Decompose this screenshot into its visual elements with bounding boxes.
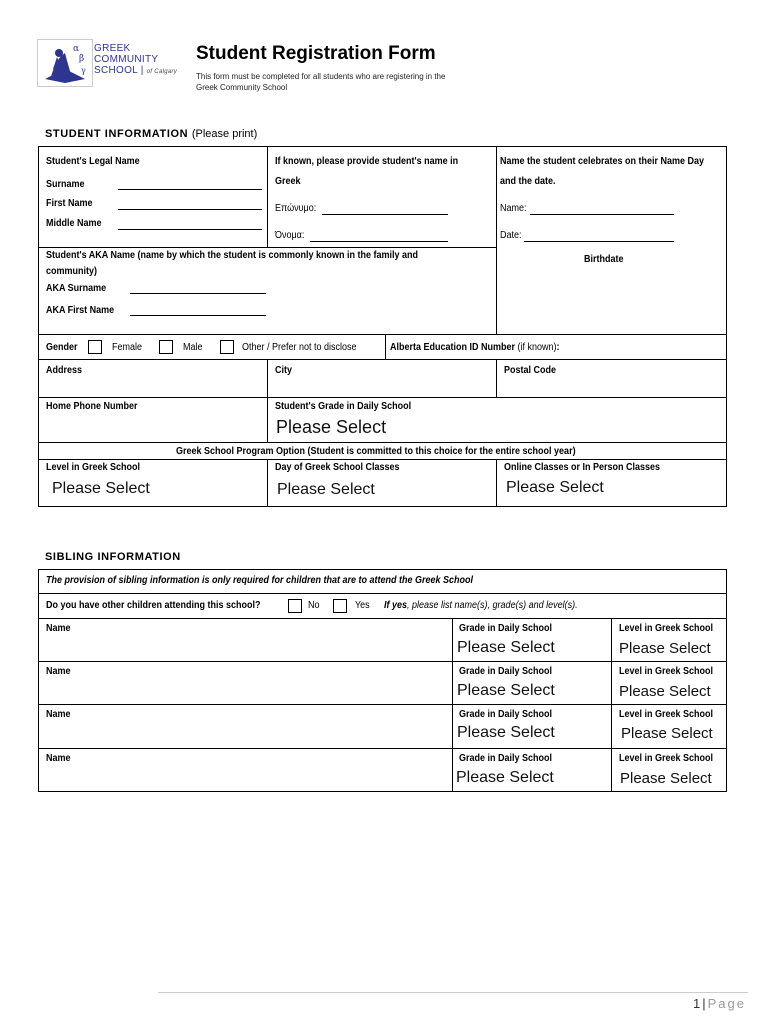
greek-name-question-2: Greek: [275, 176, 301, 187]
legal-name-label: Student's Legal Name: [46, 156, 140, 167]
day-classes-select[interactable]: Please Select: [277, 481, 375, 498]
birthdate-label: Birthdate: [584, 254, 624, 265]
grade-daily-select[interactable]: Please Select: [276, 417, 387, 437]
middle-name-label: Middle Name: [46, 218, 102, 229]
male-checkbox[interactable]: [159, 340, 173, 354]
level-greek-select[interactable]: Please Select: [52, 480, 150, 497]
gender-label: Gender: [46, 342, 78, 353]
sibling-provision-note: The provision of sibling information is only required for children that are to attend the Greek School: [46, 575, 474, 586]
sibling-2-name-label: Name: [46, 666, 71, 677]
sibling-2-grade-label: Grade in Daily School: [459, 666, 553, 677]
page-footer: [693, 996, 746, 1011]
sibling-2-level-select[interactable]: Please Select: [619, 683, 711, 700]
page-title: Student Registration Form: [196, 43, 436, 64]
sibling-yes-checkbox[interactable]: [333, 599, 347, 613]
sibling-4-name-label: Name: [46, 753, 71, 764]
sibling-4-grade-select[interactable]: Please Select: [456, 769, 554, 786]
sibling-2-grade-select[interactable]: Please Select: [457, 682, 555, 699]
page-separator: |: [702, 996, 706, 1011]
aka-first-field[interactable]: [130, 315, 266, 316]
sibling-question: Do you have other children attending this school?: [46, 600, 261, 611]
greek-first-label: Όνομα:: [275, 230, 305, 241]
name-day-date-field[interactable]: [524, 241, 674, 242]
female-label: Female: [112, 342, 143, 353]
logo-emblem-icon: [37, 39, 93, 87]
school-logo: [37, 39, 185, 87]
alberta-id-note: (if known): [517, 342, 557, 353]
sibling-4-grade-label: Grade in Daily School: [459, 753, 553, 764]
student-section-heading: STUDENT INFORMATION: [45, 128, 189, 140]
alberta-id-colon: :: [556, 342, 560, 353]
day-classes-label: Day of Greek School Classes: [275, 462, 400, 473]
name-day-name-label: Name:: [500, 203, 527, 214]
page-number: 1: [693, 996, 701, 1011]
surname-label: Surname: [46, 179, 85, 190]
if-yes-rest: , please list name(s), grade(s) and level(s).: [407, 600, 578, 611]
online-classes-label: Online Classes or In Person Classes: [504, 462, 661, 473]
logo-line-2: COMMUNITY: [94, 54, 159, 65]
aka-surname-label: AKA Surname: [46, 283, 107, 294]
greek-surname-label: Επώνυμο:: [275, 203, 317, 214]
home-phone-label: Home Phone Number: [46, 401, 138, 412]
aka-surname-field[interactable]: [130, 293, 266, 294]
greek-name-question-1: If known, please provide student's name in: [275, 156, 459, 167]
address-label: Address: [46, 365, 83, 376]
greek-surname-field[interactable]: [322, 214, 448, 215]
svg-text:γ: γ: [81, 66, 86, 75]
alberta-id-text: Alberta Education ID Number: [390, 342, 516, 353]
sibling-no-label: No: [308, 600, 320, 611]
sibling-yes-label: Yes: [355, 600, 370, 611]
logo-line-1: GREEK: [94, 43, 131, 54]
aka-first-label: AKA First Name: [46, 305, 115, 316]
student-section-note: (Please print): [191, 128, 258, 140]
sibling-4-level-select[interactable]: Please Select: [620, 770, 712, 787]
if-yes-bold: If yes: [384, 600, 408, 611]
greek-first-field[interactable]: [310, 241, 448, 242]
name-day-question-1: Name the student celebrates on their Name Day: [500, 156, 705, 167]
name-day-date-label: Date:: [500, 230, 522, 241]
sibling-3-grade-label: Grade in Daily School: [459, 709, 553, 720]
sibling-3-name-label: Name: [46, 709, 71, 720]
female-checkbox[interactable]: [88, 340, 102, 354]
other-gender-checkbox[interactable]: [220, 340, 234, 354]
city-label: City: [275, 365, 293, 376]
sibling-if-yes-note: [384, 600, 578, 611]
sibling-3-grade-select[interactable]: Please Select: [457, 724, 555, 741]
footer-divider: [158, 992, 748, 993]
sibling-4-level-label: Level in Greek School: [619, 753, 714, 764]
sibling-1-level-select[interactable]: Please Select: [619, 640, 711, 657]
sibling-2-level-label: Level in Greek School: [619, 666, 714, 677]
page-word: Page: [707, 996, 746, 1011]
sibling-section-title: SIBLING INFORMATION: [45, 551, 181, 563]
first-name-field[interactable]: [118, 209, 262, 210]
surname-field[interactable]: [118, 189, 262, 190]
sibling-no-checkbox[interactable]: [288, 599, 302, 613]
svg-text:α: α: [73, 44, 80, 54]
postal-code-label: Postal Code: [504, 365, 557, 376]
grade-daily-label: Student's Grade in Daily School: [275, 401, 412, 412]
online-classes-select[interactable]: Please Select: [506, 479, 604, 496]
form-description: This form must be completed for all students who are registering in the Greek Community School: [196, 72, 446, 92]
middle-name-field[interactable]: [118, 229, 262, 230]
sibling-1-name-label: Name: [46, 623, 71, 634]
logo-line-3: SCHOOL: [94, 65, 138, 76]
sibling-3-level-label: Level in Greek School: [619, 709, 714, 720]
logo-wordmark: GREEK COMMUNITY SCHOOL | of Calgary: [94, 43, 178, 76]
birthdate-field[interactable]: [500, 270, 722, 330]
sibling-1-grade-select[interactable]: Please Select: [457, 639, 555, 656]
svg-text:β: β: [79, 54, 85, 64]
level-greek-label: Level in Greek School: [46, 462, 141, 473]
aka-question-1: Student's AKA Name (name by which the student is commonly known in the family and: [46, 250, 419, 261]
logo-line-3-suffix: of Calgary: [146, 69, 178, 75]
aka-question-2: community): [46, 266, 98, 277]
male-label: Male: [183, 342, 203, 353]
sibling-1-level-label: Level in Greek School: [619, 623, 714, 634]
other-gender-label: Other / Prefer not to disclose: [242, 342, 357, 353]
name-day-question-2: and the date.: [500, 176, 556, 187]
sibling-3-level-select[interactable]: Please Select: [621, 725, 713, 742]
name-day-name-field[interactable]: [530, 214, 674, 215]
sibling-1-grade-label: Grade in Daily School: [459, 623, 553, 634]
program-option-label: Greek School Program Option (Student is committed to this choice for the entire school year): [176, 446, 576, 457]
first-name-label: First Name: [46, 198, 93, 209]
student-section-title: [45, 128, 257, 140]
alberta-id-label: [390, 342, 560, 353]
